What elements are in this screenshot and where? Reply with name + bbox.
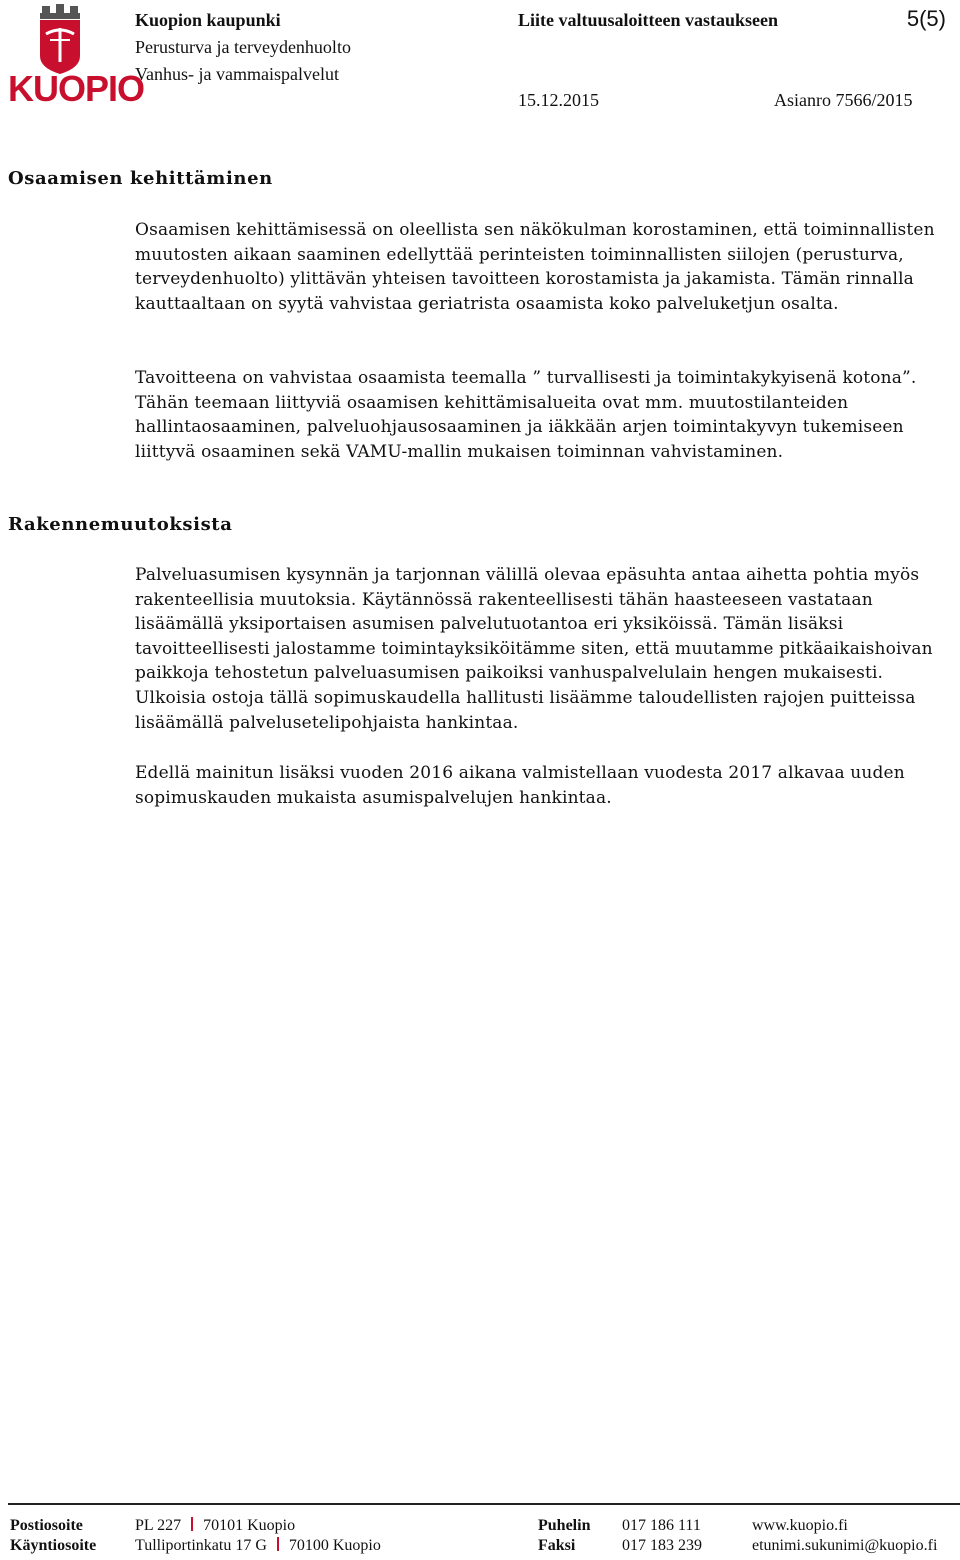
footer-postal-box: PL 227 xyxy=(135,1517,182,1534)
footer-divider xyxy=(8,1503,960,1505)
footer-postal-label: Postiosoite xyxy=(10,1517,83,1534)
logo-wordmark: KUOPIO xyxy=(8,68,145,109)
section-title-rakennemuutoksista: Rakennemuutoksista xyxy=(8,514,233,535)
kuopio-logo xyxy=(6,4,145,109)
footer-postal-address xyxy=(135,1516,295,1536)
footer-phone-label: Puhelin xyxy=(538,1517,591,1534)
page-number: 5(5) xyxy=(906,6,946,31)
footer-fax: 017 183 239 xyxy=(622,1537,702,1554)
footer-visit-label: Käyntiosoite xyxy=(10,1537,97,1554)
section-title-osaamisen-kehittaminen: Osaamisen kehittäminen xyxy=(8,168,273,189)
paragraph: Edellä mainitun lisäksi vuoden 2016 aikana valmistellaan vuodesta 2017 alkavaa uuden sopimuskauden mukaista asumispalvelujen hankintaa. xyxy=(135,763,905,808)
paragraph: Tavoitteena on vahvistaa osaamista teemalla ” turvallisesti ja toimintakykyisenä kotona”. Tähän teemaan liittyviä osaamisen kehittämisalueita ovat mm. muutostilanteiden hallintaosaaminen, palveluohjausosaaminen ja iäkkään arjen toimintakyvyn tukemiseen liittyvä osaaminen sekä VAMU-mallin mukaisen toiminnan vahvistaminen. xyxy=(135,368,917,462)
footer-visit-street: Tulliportinkatu 17 G xyxy=(135,1537,267,1554)
separator xyxy=(191,1517,193,1531)
paragraph: Palveluasumisen kysynnän ja tarjonnan välillä olevaa epäsuhta antaa aihetta pohtia myös rakenteellisia muutoksia. Käytännössä rakenteellisesti tähän haasteeseen vastataan lisäämällä yksiportaisen asumisen palvelutuotantoa eri yksiköissä. Tämän lisäksi tavoitteellisesti jalostamme toimintayksiköitämme siten, että muutamme pitkäaikaishoivan paikkoja tehostetun palveluasumisen paikoiksi vanhuspalvelulain hengen mukaisesti. Ulkoisia ostoja tällä sopimuskaudella hallitusti lisäämme taloudellisten rajojen puitteissa lisäämällä palvelusetelipohjaista hankintaa. xyxy=(135,565,933,733)
paragraph: Osaamisen kehittämisessä on oleellista sen näkökulman korostaminen, että toiminnallisten muutosten aikaan saaminen edellyttää perinteisten toiminnallisten siilojen (perusturva, terveydenhuolto) ylittävän yhteisen tavoitteen korostamista ja jakamista. Tämän rinnalla kauttaaltaan on syytä vahvistaa geriatrista osaamista koko palveluketjun osalta. xyxy=(135,220,935,314)
footer-phone: 017 186 111 xyxy=(622,1517,701,1534)
footer-postal-city: 70101 Kuopio xyxy=(203,1517,296,1534)
document-date: 15.12.2015 xyxy=(518,90,599,110)
separator xyxy=(277,1537,279,1551)
footer-email: etunimi.sukunimi@kuopio.fi xyxy=(752,1537,938,1554)
footer-visit-city: 70100 Kuopio xyxy=(288,1537,381,1554)
footer-fax-label: Faksi xyxy=(538,1537,576,1554)
org-name: Kuopion kaupunki xyxy=(135,10,281,30)
document-title: Liite valtuusaloitteen vastaukseen xyxy=(518,10,779,30)
footer-visit-address xyxy=(135,1536,381,1556)
unit: Vanhus- ja vammaispalvelut xyxy=(135,64,339,84)
footer-website: www.kuopio.fi xyxy=(752,1517,848,1534)
department: Perusturva ja terveydenhuolto xyxy=(135,37,351,57)
case-number: Asianro 7566/2015 xyxy=(774,90,913,110)
